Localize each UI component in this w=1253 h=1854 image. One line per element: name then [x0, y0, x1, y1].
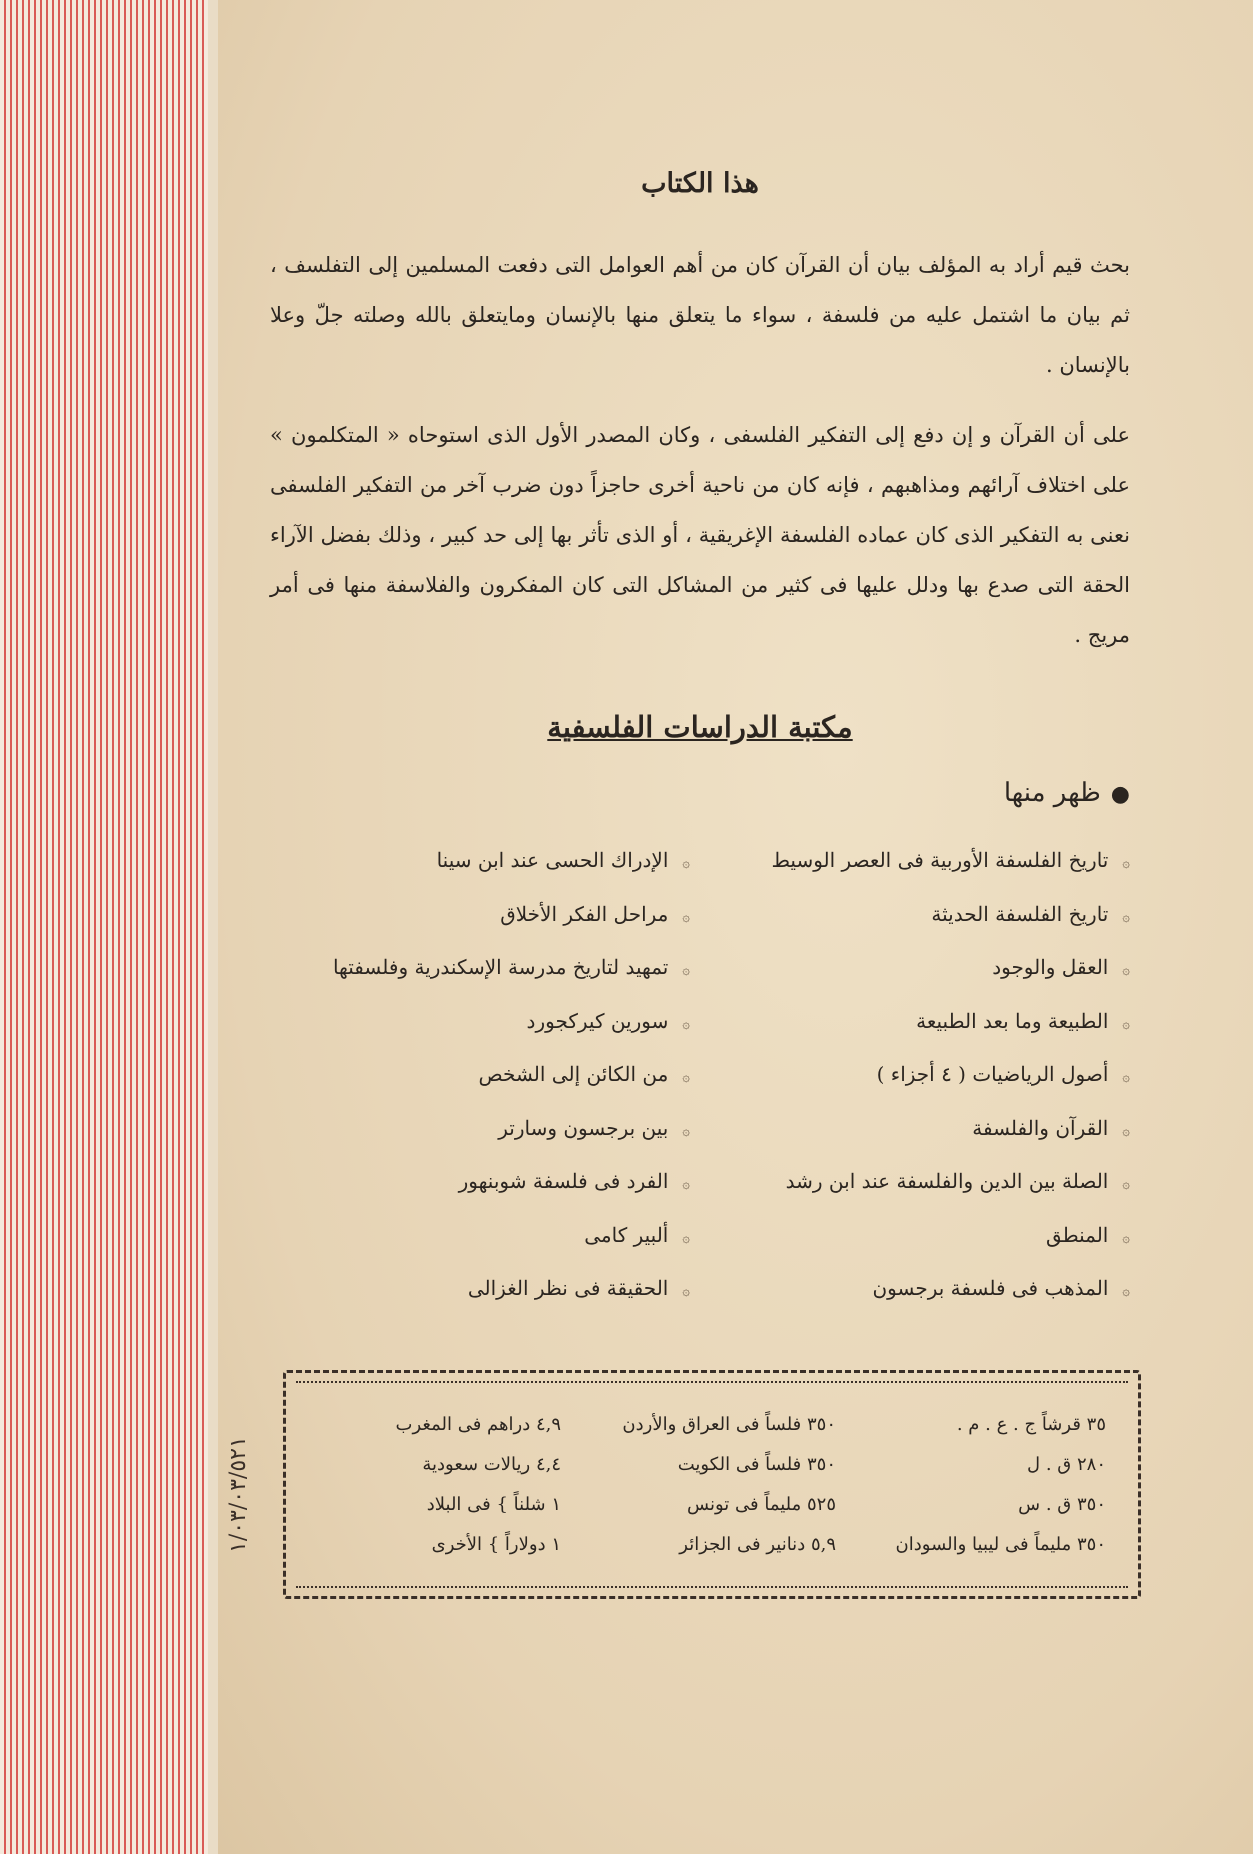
book-list-left: [270, 838, 690, 1320]
published-label: ظهر منها: [1003, 778, 1101, 808]
stripe-edge: [208, 0, 218, 1854]
book-item: ۞ الطبيعة وما بعد الطبيعة: [710, 999, 1130, 1053]
book-item: ۞ الحقيقة فى نظر الغزالى: [270, 1266, 690, 1320]
book-item: ۞ العقل والوجود: [710, 945, 1130, 999]
price-cell: ٢٨٠ ق . ل: [1027, 1454, 1106, 1475]
book-item: ۞ المذهب فى فلسفة برجسون: [710, 1266, 1130, 1320]
paragraph-2: على أن القرآن و إن دفع إلى التفكير الفلسفى ، وكان المصدر الأول الذى استوحاه « المتكلمون » على اختلاف آرائهم ومذاهبهم ، فإنه كان من ناحية أخرى حاجزاً دون ضرب آخر من التفكير الفلسفى نعنى به التفكير الذى كان عماده الفلسفة الإغريقية ، أو الذى تأثر بها إلى حد كبير ، وذلك بفضل الآراء الحقة التى صدع بها ودلل عليها فى كثير من المشاكل التى كان المفكرون والفلاسفة منها فى أمر مريج .: [270, 423, 1130, 647]
book-item: ۞ الإدراك الحسى عند ابن سينا: [270, 838, 690, 892]
price-row: [316, 1525, 1106, 1565]
paragraph-1: بحث قيم أراد به المؤلف بيان أن القرآن كان من أهم العوامل التى دفعت المسلمين إلى التفلسف ، ثم بيان ما اشتمل عليه من فلسفة ، سواء ما يتعلق منها بالإنسان ومايتعلق بالله وصلته جلّ وعلا بالإنسان .: [270, 253, 1130, 377]
book-list-right: [710, 838, 1130, 1320]
price-table: [316, 1405, 1106, 1565]
book-item: ۞ بين برجسون وسارتر: [270, 1106, 690, 1160]
book-item: ۞ تاريخ الفلسفة الأوربية فى العصر الوسيط: [710, 838, 1130, 892]
book-item: ۞ تمهيد لتاريخ مدرسة الإسكندرية وفلسفتها: [270, 945, 690, 999]
price-box: [283, 1370, 1141, 1599]
price-row: [316, 1485, 1106, 1525]
price-cell: ٣٥٠ مليماً فى ليبيا والسودان: [895, 1534, 1106, 1555]
book-item: ۞ الفرد فى فلسفة شوبنهور: [270, 1159, 690, 1213]
price-cell: ٥٢٥ مليماً فى تونس: [687, 1494, 836, 1515]
book-item: ۞ المنطق: [710, 1213, 1130, 1267]
book-item: ۞ الصلة بين الدين والفلسفة عند ابن رشد: [710, 1159, 1130, 1213]
price-cell: ٣٥٠ فلساً فى العراق والأردن: [622, 1414, 836, 1435]
price-cell: ٣٥٠ ق . س: [1018, 1494, 1106, 1515]
book-item: ۞ مراحل الفكر الأخلاق: [270, 892, 690, 946]
decorative-stripe: [0, 0, 215, 1854]
published-heading: [830, 778, 1130, 808]
book-item: ۞ أصول الرياضيات ( ٤ أجزاء ): [710, 1052, 1130, 1106]
price-row: [316, 1445, 1106, 1485]
book-item: ۞ القرآن والفلسفة: [710, 1106, 1130, 1160]
price-cell: ٤,٩ دراهم فى المغرب: [395, 1414, 561, 1435]
price-cell: ١ شلناً } فى البلاد: [426, 1494, 561, 1515]
price-cell: ٤,٤ ريالات سعودية: [422, 1454, 561, 1475]
page-title: هذا الكتاب: [641, 168, 759, 199]
price-cell: ٣٥٠ فلساً فى الكويت: [677, 1454, 836, 1475]
book-item: ۞ ألبير كامى: [270, 1213, 690, 1267]
book-item: ۞ من الكائن إلى الشخص: [270, 1052, 690, 1106]
book-item: ۞ سورين كيركجورد: [270, 999, 690, 1053]
series-title: مكتبة الدراسات الفلسفية: [547, 710, 853, 744]
price-cell: ٣٥ قرشاً ج . ع . م .: [956, 1414, 1106, 1435]
book-item: ۞ تاريخ الفلسفة الحديثة: [710, 892, 1130, 946]
bullet-icon: ●: [1110, 782, 1130, 807]
catalog-number: ١/٠٣/٠٣/٥٢١: [226, 1436, 251, 1554]
price-row: [316, 1405, 1106, 1445]
price-cell: ٥,٩ دنانير فى الجزائر: [679, 1534, 836, 1555]
price-cell: ١ دولاراً } الأخرى: [431, 1534, 561, 1555]
